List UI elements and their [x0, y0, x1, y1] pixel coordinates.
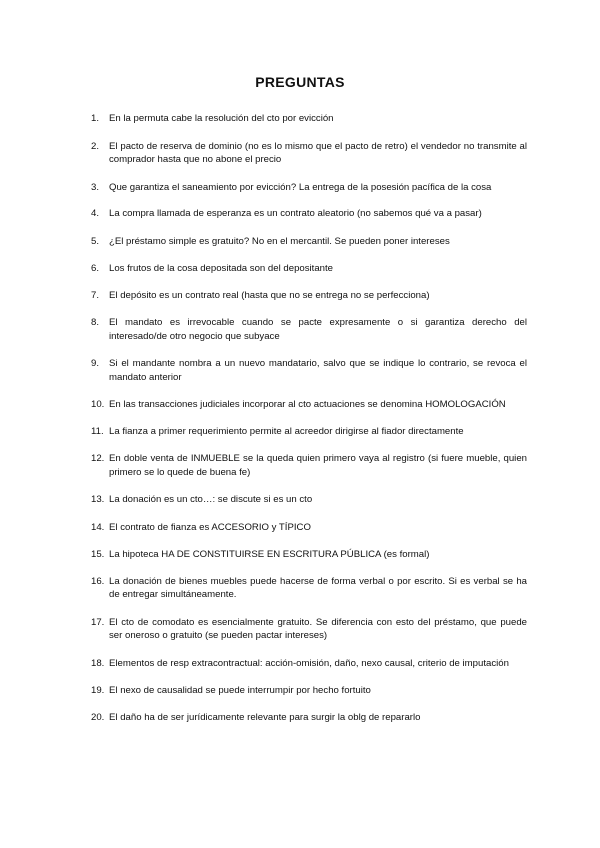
question-item [91, 316, 527, 343]
question-text: La compra llamada de esperanza es un contrato aleatorio (no sabemos qué va a pasar) [109, 208, 482, 219]
question-text: La hipoteca HA DE CONSTITUIRSE EN ESCRITURA PÚBLICA (es formal) [109, 549, 430, 560]
question-text: El depósito es un contrato real (hasta que no se entrega no se perfecciona) [109, 289, 430, 301]
question-number: 18. [91, 657, 105, 669]
question-text: El cto de comodato es esencialmente gratuito. Se diferencia con esto del préstamo, que puede ser oneroso o gratuito (se pueden pactar intereses) [109, 616, 527, 641]
question-text: El contrato de fianza es ACCESORIO y TÍPICO [109, 521, 311, 533]
question-item [91, 112, 527, 126]
question-number: 2. [91, 140, 100, 152]
question-number: 19. [91, 685, 105, 696]
question-item [91, 548, 527, 562]
question-number: 3. [91, 181, 100, 193]
question-item [91, 289, 527, 303]
question-number: 6. [91, 263, 100, 274]
question-text: En doble venta de INMUEBLE se la queda quien primero vaya al registro (si fuere mueble, quien primero se lo quede de buena fe) [109, 453, 527, 478]
question-item [91, 616, 527, 643]
question-text: En la permuta cabe la resolución del cto por evicción [109, 113, 334, 124]
question-number: 5. [91, 235, 100, 247]
question-number: 9. [91, 358, 100, 369]
question-text: La donación de bienes muebles puede hacerse de forma verbal o por escrito. Si es verbal se ha de entregar simultáneamente. [109, 575, 527, 600]
question-item [91, 711, 527, 725]
question-item [91, 521, 527, 535]
question-text: El nexo de causalidad se puede interrumpir por hecho fortuito [109, 685, 371, 696]
question-list [91, 112, 527, 724]
question-text: Si el mandante nombra a un nuevo mandatario, salvo que se indique lo contrario, se revoca el mandato anterior [109, 358, 527, 383]
question-number: 7. [91, 289, 100, 301]
question-text: ¿El préstamo simple es gratuito? No en el mercantil. Se pueden poner intereses [109, 235, 450, 247]
question-number: 8. [91, 317, 100, 328]
question-item [91, 262, 527, 276]
question-item [91, 425, 527, 439]
question-number: 10. [91, 399, 105, 410]
question-number: 1. [91, 113, 100, 124]
question-item [91, 452, 527, 479]
question-text: En las transacciones judiciales incorporar al cto actuaciones se denomina HOMOLOGACIÓN [109, 399, 506, 410]
question-item [91, 657, 527, 671]
question-item [91, 357, 527, 384]
question-item [91, 207, 527, 221]
question-item [91, 181, 527, 195]
question-number: 16. [91, 575, 105, 587]
question-number: 12. [91, 453, 105, 464]
question-text: Elementos de resp extracontractual: acción-omisión, daño, nexo causal, criterio de imputación [109, 657, 509, 669]
question-item [91, 235, 527, 249]
question-item [91, 493, 527, 507]
question-item [91, 398, 527, 412]
question-item [91, 575, 527, 602]
question-text: La fianza a primer requerimiento permite al acreedor dirigirse al fiador directamente [109, 425, 464, 437]
question-number: 17. [91, 616, 105, 628]
question-number: 14. [91, 521, 105, 533]
question-text: Los frutos de la cosa depositada son del depositante [109, 263, 334, 274]
question-text: El pacto de reserva de dominio (no es lo mismo que el pacto de retro) el vendedor no transmite al comprador hasta que no abone el precio [109, 140, 527, 165]
question-text: La donación es un cto…: se discute si es un cto [109, 494, 313, 505]
question-number: 15. [91, 549, 105, 560]
question-text: El mandato es irrevocable cuando se pacte expresamente o si garantiza derecho del interesado/de otro negocio que subyace [109, 317, 527, 342]
question-number: 11. [91, 425, 104, 437]
question-number: 20. [91, 711, 105, 723]
question-number: 13. [91, 494, 105, 505]
question-text: Que garantiza el saneamiento por evicción? La entrega de la posesión pacífica de la cosa [109, 181, 492, 193]
question-item [91, 684, 527, 698]
question-number: 4. [91, 208, 100, 219]
question-text: El daño ha de ser jurídicamente relevante para surgir la oblg de repararlo [109, 711, 421, 723]
question-item [91, 140, 527, 167]
page-title: PREGUNTAS [255, 74, 345, 90]
